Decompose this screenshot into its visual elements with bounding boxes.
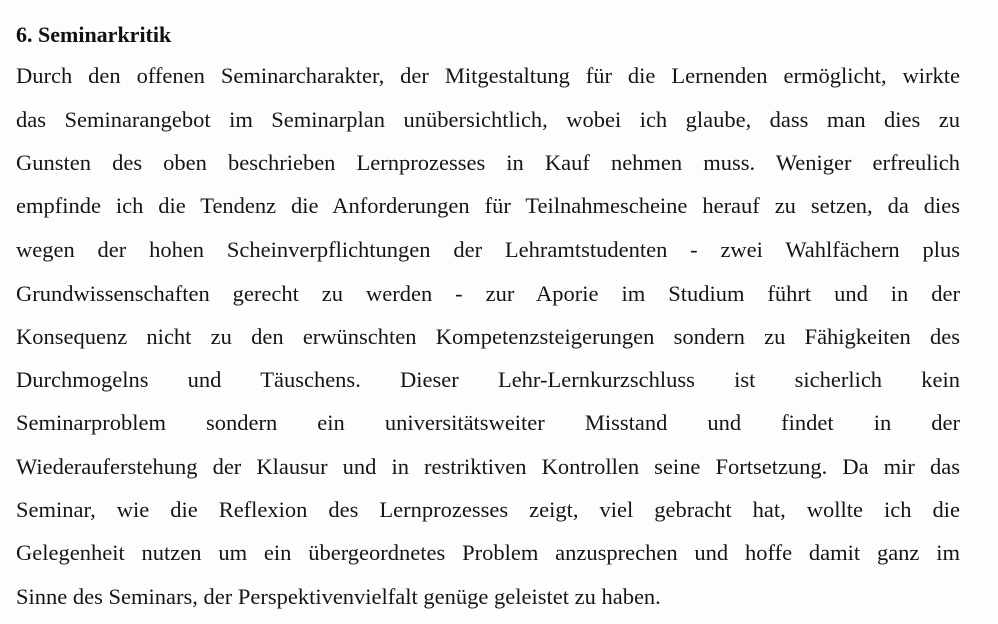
paragraph-line-6: Grundwissenschaften gerecht zu werden - zur Aporie im Studium führt und in der — [16, 281, 960, 306]
section-heading: 6. Seminarkritik — [16, 22, 172, 47]
paragraph-line-13: Sinne des Seminars, der Perspektivenvielfalt genüge geleistet zu haben. — [16, 584, 661, 609]
paragraph-line-10: Wiederauferstehung der Klausur und in restriktiven Kontrollen seine Fortsetzung. Da mir das — [16, 454, 960, 479]
paragraph-line-11: Seminar, wie die Reflexion des Lernprozesses zeigt, viel gebracht hat, wollte ich die — [16, 497, 960, 522]
paragraph-line-7: Konsequenz nicht zu den erwünschten Kompetenzsteigerungen sondern zu Fähigkeiten des — [16, 324, 960, 349]
paragraph-line-3: Gunsten des oben beschrieben Lernprozesses in Kauf nehmen muss. Weniger erfreulich — [16, 150, 960, 175]
paragraph-line-9: Seminarproblem sondern ein universitätsweiter Misstand und findet in der — [16, 410, 960, 435]
paragraph-line-12: Gelegenheit nutzen um ein übergeordnetes Problem anzusprechen und hoffe damit ganz im — [16, 540, 960, 565]
paragraph-line-8: Durchmogelns und Täuschens. Dieser Lehr-Lernkurzschluss ist sicherlich kein — [16, 367, 960, 392]
paragraph-line-4: empfinde ich die Tendenz die Anforderungen für Teilnahmescheine herauf zu setzen, da dies — [16, 193, 960, 218]
paragraph-line-2: das Seminarangebot im Seminarplan unübersichtlich, wobei ich glaube, dass man dies zu — [16, 107, 960, 132]
paragraph-line-5: wegen der hohen Scheinverpflichtungen der Lehramtstudenten - zwei Wahlfächern plus — [16, 237, 960, 262]
paragraph-line-1: Durch den offenen Seminarcharakter, der Mitgestaltung für die Lernenden ermöglicht, wirkte — [16, 63, 960, 88]
